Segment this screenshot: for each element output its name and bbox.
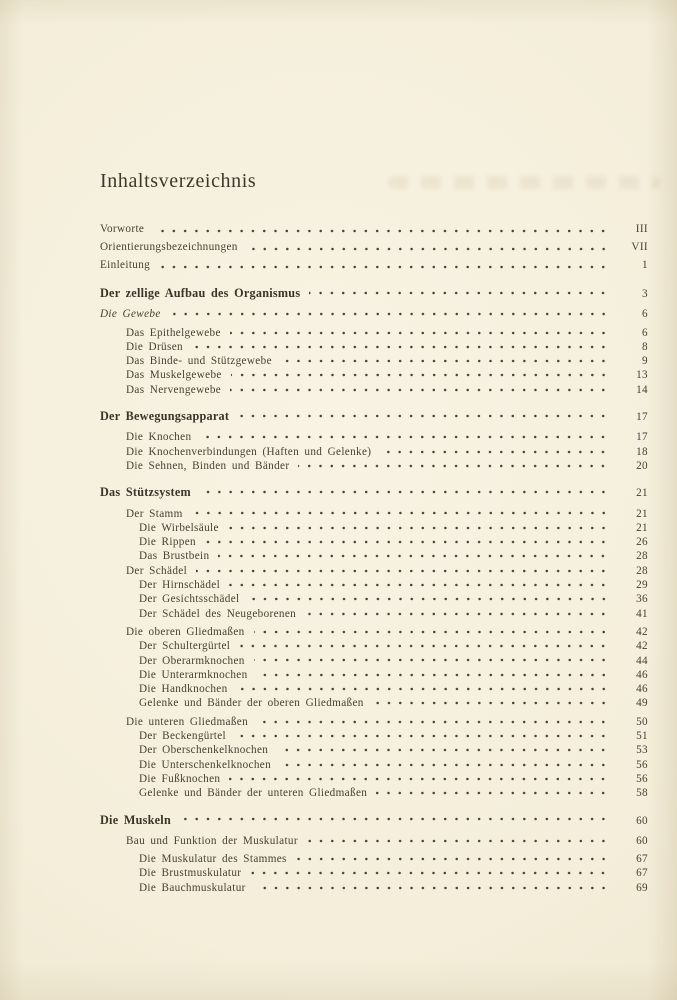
dot-leader: [255, 881, 611, 895]
dot-leader: [281, 354, 611, 368]
dot-leader: [200, 430, 611, 444]
toc-entry-label: Die Handknochen: [139, 683, 228, 696]
dot-leader: [205, 535, 611, 549]
page-title: Inhaltsverzeichnis: [100, 170, 257, 192]
toc-entry-label: Die Wirbelsäule: [139, 521, 219, 534]
toc-entry-label: Das Muskelgewebe: [126, 369, 222, 382]
toc-entry-page: 29: [636, 579, 648, 592]
toc-entry-label: Der Gesichtsschädel: [139, 593, 240, 606]
dot-leader: [298, 459, 611, 473]
dot-leader: [277, 743, 611, 757]
toc-entry-page: 51: [636, 730, 648, 743]
table-of-contents: [100, 220, 648, 895]
dot-leader: [239, 639, 611, 653]
toc-entry-page: 14: [636, 383, 648, 396]
dot-leader: [200, 485, 611, 499]
toc-entry-page: 42: [636, 640, 648, 653]
toc-entry-label: Die Brustmuskulatur: [139, 867, 242, 880]
dot-leader: [257, 715, 611, 729]
toc-entry: [100, 881, 648, 895]
dot-leader: [218, 549, 611, 563]
toc-entry-page: 28: [636, 550, 648, 563]
toc-entry: [100, 564, 648, 578]
toc-entry-page: 49: [636, 697, 648, 710]
toc-entry-page: 6: [642, 326, 648, 339]
toc-entry-label: Die Rippen: [139, 536, 196, 549]
toc-entry-label: Die Knochen: [126, 431, 192, 444]
toc-entry-label: Die Drüsen: [126, 340, 183, 353]
dot-leader: [380, 445, 611, 459]
toc-entry-page: 3: [642, 288, 648, 300]
toc-entry-label: Die Knochenverbindungen (Haften und Gelenke): [126, 445, 372, 458]
toc-group-die-muskeln: [100, 813, 648, 895]
toc-entry: [100, 383, 648, 397]
toc-entry-label: Der Hirnschädel: [139, 579, 221, 592]
toc-entry-label: Die Fußknochen: [139, 772, 221, 785]
toc-entry: [100, 866, 648, 880]
dot-leader: [192, 340, 611, 354]
dot-leader: [247, 238, 611, 256]
toc-entry: [100, 625, 648, 639]
toc-entry-page: 67: [636, 867, 648, 880]
toc-entry-page: 60: [636, 814, 648, 827]
toc-entry: [100, 354, 648, 368]
toc-entry-page: 26: [636, 536, 648, 549]
toc-entry-label: Der Stamm: [126, 507, 183, 520]
toc-entry: [100, 409, 648, 423]
toc-entry: [100, 607, 648, 621]
toc-entry: [100, 238, 648, 256]
toc-entry-label: Die oberen Gliedmaßen: [126, 625, 245, 638]
toc-entry-page: 6: [642, 308, 648, 321]
toc-entry-label: Gelenke und Bänder der unteren Gliedmaßen: [139, 787, 368, 800]
toc-entry-page: 50: [636, 715, 648, 728]
dot-leader: [305, 607, 611, 621]
toc-entry-page: 46: [636, 683, 648, 696]
toc-entry: [100, 682, 648, 696]
dot-leader: [192, 507, 611, 521]
dot-leader: [231, 368, 611, 382]
toc-entry-page: 21: [636, 487, 648, 500]
dot-leader: [180, 813, 611, 827]
toc-entry-page: 8: [642, 340, 648, 353]
toc-entry-label: Die unteren Gliedmaßen: [126, 715, 249, 728]
toc-entry: [100, 535, 648, 549]
toc-entry-page: 60: [636, 834, 648, 847]
dot-leader: [280, 758, 611, 772]
toc-entry-page: 53: [636, 744, 648, 757]
toc-entry-page: 36: [636, 593, 648, 606]
dot-leader: [373, 696, 611, 710]
dot-leader: [229, 772, 611, 786]
dot-leader: [228, 521, 611, 535]
toc-entry-label: Das Nervengewebe: [126, 383, 222, 396]
toc-entry: [100, 430, 648, 444]
toc-entry-page: 1: [642, 259, 648, 271]
dot-leader: [257, 668, 611, 682]
dot-leader: [235, 729, 611, 743]
toc-entry: [100, 834, 648, 848]
dot-leader: [254, 625, 611, 639]
toc-entry: [100, 654, 648, 668]
dot-leader: [238, 409, 611, 423]
toc-group-front-matter: [100, 220, 648, 274]
toc-entry: [100, 459, 648, 473]
toc-entry: [100, 729, 648, 743]
toc-entry: [100, 521, 648, 535]
dot-leader: [229, 578, 611, 592]
dot-leader: [254, 654, 611, 668]
toc-entry: [100, 507, 648, 521]
reverse-side-show-through: [388, 176, 660, 189]
toc-entry-label: Vorworte: [100, 223, 145, 235]
toc-entry: [100, 715, 648, 729]
toc-entry-label: Die Muskulatur des Stammes: [139, 853, 287, 866]
toc-entry-label: Das Binde- und Stützgewebe: [126, 355, 272, 368]
toc-entry: [100, 326, 648, 340]
toc-entry: [100, 813, 648, 827]
toc-entry: [100, 668, 648, 682]
toc-entry-page: 41: [636, 607, 648, 620]
toc-entry-page: 44: [636, 654, 648, 667]
toc-entry: [100, 592, 648, 606]
toc-entry-page: 9: [642, 355, 648, 368]
toc-entry-page: 13: [636, 369, 648, 382]
toc-entry-page: VII: [631, 241, 648, 253]
toc-entry: [100, 772, 648, 786]
toc-group-der-zellige-aufbau: [100, 286, 648, 397]
toc-entry-label: Einleitung: [100, 259, 151, 271]
dot-leader: [250, 866, 611, 880]
dot-leader: [376, 786, 611, 800]
dot-leader: [309, 286, 611, 300]
toc-entry-page: 46: [636, 668, 648, 681]
toc-entry-label: Der Oberschenkelknochen: [139, 744, 269, 757]
dot-leader: [296, 852, 611, 866]
toc-entry-page: 18: [636, 445, 648, 458]
toc-entry-label: Orientierungsbezeichnungen: [100, 241, 238, 253]
toc-entry-label: Die Sehnen, Binden und Bänder: [126, 459, 290, 472]
toc-entry-page: 21: [636, 521, 648, 534]
toc-entry-page: 56: [636, 758, 648, 771]
toc-entry: [100, 743, 648, 757]
toc-entry-label: Der Bewegungsapparat: [100, 409, 230, 424]
toc-entry-page: 56: [636, 772, 648, 785]
toc-entry-label: Der zellige Aufbau des Organismus: [100, 286, 301, 300]
toc-entry: [100, 220, 648, 238]
toc-entry-label: Die Bauchmuskulatur: [139, 881, 246, 894]
toc-group-das-stuetzsystem: [100, 485, 648, 800]
toc-entry-page: 42: [636, 625, 648, 638]
toc-entry-page: 28: [636, 564, 648, 577]
toc-entry-page: 67: [636, 853, 648, 866]
toc-entry-label: Der Schädel des Neugeborenen: [139, 607, 297, 620]
toc-entry-page: 17: [636, 411, 648, 424]
toc-entry-page: 69: [636, 881, 648, 894]
dot-leader: [153, 220, 611, 238]
toc-entry-page: 58: [636, 787, 648, 800]
dot-leader: [249, 592, 612, 606]
toc-entry-label: Der Oberarmknochen: [139, 654, 245, 667]
toc-entry: [100, 786, 648, 800]
toc-entry-label: Die Unterschenkelknochen: [139, 758, 272, 771]
dot-leader: [230, 326, 611, 340]
toc-entry-label: Das Epithelgewebe: [126, 326, 221, 339]
toc-entry-label: Das Brustbein: [139, 550, 210, 563]
toc-entry: [100, 549, 648, 563]
toc-entry-page: III: [635, 223, 648, 235]
toc-entry-label: Der Schädel: [126, 564, 188, 577]
toc-entry: [100, 256, 648, 274]
toc-entry-page: 21: [636, 507, 648, 520]
toc-entry: [100, 639, 648, 653]
toc-entry: [100, 286, 648, 300]
dot-leader: [307, 834, 611, 848]
dot-leader: [159, 256, 611, 274]
toc-entry: [100, 758, 648, 772]
toc-entry-label: Die Muskeln: [100, 812, 171, 827]
toc-entry: [100, 485, 648, 499]
toc-entry: [100, 368, 648, 382]
toc-entry-label: Das Stützsystem: [100, 485, 191, 500]
toc-entry: [100, 445, 648, 459]
toc-group-der-bewegungsapparat: [100, 409, 648, 473]
toc-entry: [100, 340, 648, 354]
dot-leader: [170, 307, 611, 321]
toc-entry-label: Der Beckengürtel: [139, 730, 227, 743]
toc-entry: [100, 307, 648, 321]
toc-entry-page: 20: [636, 459, 648, 472]
toc-entry-label: Die Gewebe: [100, 308, 161, 321]
toc-entry-page: 17: [636, 431, 648, 444]
dot-leader: [230, 383, 611, 397]
toc-entry: [100, 578, 648, 592]
toc-entry-label: Der Schultergürtel: [139, 640, 231, 653]
toc-entry-label: Bau und Funktion der Muskulatur: [126, 834, 298, 847]
toc-entry: [100, 696, 648, 710]
dot-leader: [237, 682, 611, 696]
toc-entry-label: Gelenke und Bänder der oberen Gliedmaßen: [139, 697, 364, 710]
toc-entry-label: Die Unterarmknochen: [139, 668, 248, 681]
toc-entry: [100, 852, 648, 866]
dot-leader: [196, 564, 611, 578]
